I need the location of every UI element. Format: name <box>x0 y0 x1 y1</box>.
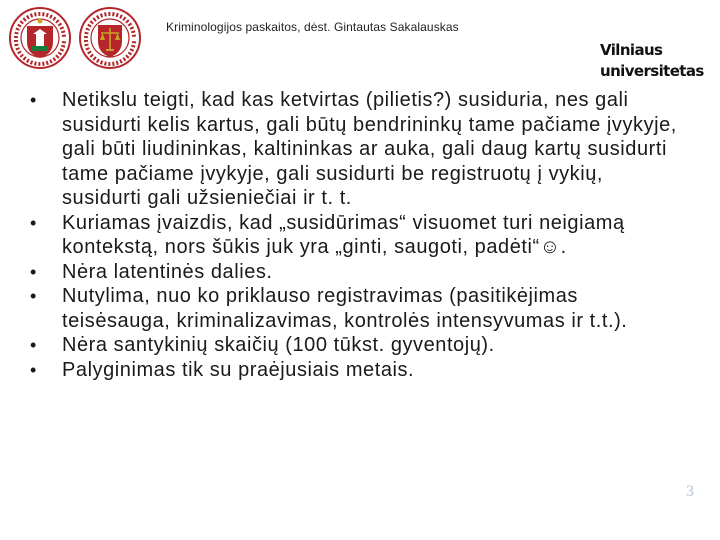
wordmark-line-1: Vilniaus <box>600 41 663 59</box>
bullet-text: Nutylima, nuo ko priklauso registravimas (pasitikėjimas teisėsauga, kriminalizavimas, kontrolės intensyvumas ir t.t.). <box>62 285 628 332</box>
header-title: Kriminologijos paskaitos, dėst. Gintautas Sakalauskas <box>166 20 459 34</box>
bullet-item <box>28 333 688 358</box>
bullet-dot: • <box>30 90 37 110</box>
wordmark-line-2: universitetas <box>600 62 704 80</box>
bullet-dot: • <box>30 261 37 282</box>
bullet-text: Palyginimas tik su praėjusiais metais. <box>62 358 415 381</box>
bullet-text: Kuriamas įvaizdis, kad „susidūrimas“ visuomet turi neigiamą kontekstą, nors šūkis juk yra „ginti, saugoti, padėti“☺. <box>62 211 625 258</box>
page-number: 3 <box>686 483 694 500</box>
bullet-dot: • <box>30 335 37 355</box>
bullet-dot: • <box>30 286 37 306</box>
vilnius-university-wordmark <box>600 40 704 82</box>
bullet-item <box>28 358 688 383</box>
bullet-list <box>28 88 688 382</box>
bullet-item <box>28 284 688 333</box>
bullet-dot: • <box>30 359 37 380</box>
bullet-item <box>28 260 688 285</box>
bullet-item <box>28 88 688 211</box>
bullet-dot: • <box>30 212 37 233</box>
bullet-text: Netikslu teigti, kad kas ketvirtas (pilietis?) susiduria, nes gali susidurti kelis kartus, gali būtų bendrininkų tame pačiame įvykyje, gali būti liudininkas, kaltininkas ar auka, gali daug kartų susidurti tame pačiame įvykyje, gali susidurti be registruotų į vykių, susidurti gali užsieniečiai ir t. t. <box>62 89 677 209</box>
bullet-text: Nėra santykinių skaičių (100 tūkst. gyventojų). <box>62 334 495 356</box>
bullet-text: Nėra latentinės dalies. <box>62 260 273 283</box>
vilnius-university-seal-icon <box>8 6 72 70</box>
law-faculty-seal-icon <box>78 6 142 70</box>
bullet-item <box>28 211 688 260</box>
